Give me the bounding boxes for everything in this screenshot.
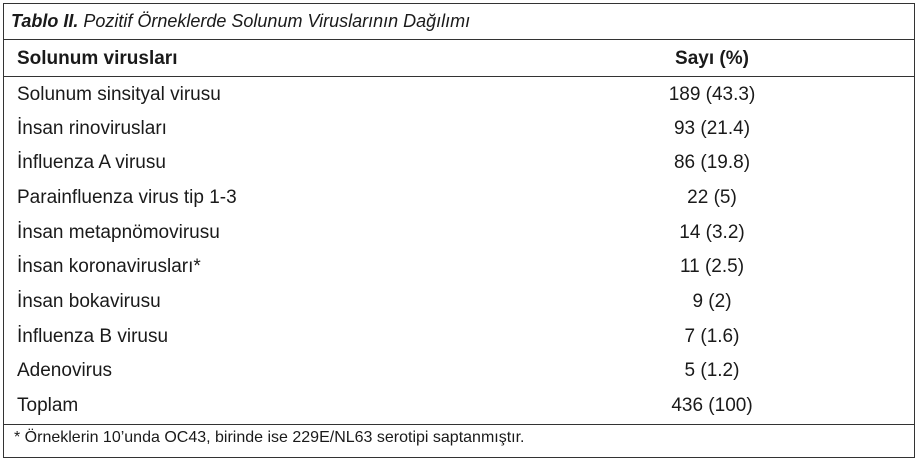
table-row [3, 78, 915, 112]
row-virus: İnsan bokavirusu [17, 291, 161, 312]
row-virus: İnfluenza B virusu [17, 326, 169, 347]
row-count: 436 (100) [671, 395, 753, 416]
row-virus: İnfluenza A virusu [17, 152, 166, 173]
header-divider [3, 76, 915, 77]
header-virus: Solunum virusları [17, 48, 178, 69]
row-count: 5 (1.2) [684, 360, 740, 381]
row-count: 7 (1.6) [684, 326, 740, 347]
header-row [3, 42, 915, 76]
table-caption [11, 11, 470, 32]
caption-divider [3, 39, 915, 40]
footer-divider [3, 424, 915, 425]
table-caption-text: Pozitif Örneklerde Solunum Viruslarının Dağılımı [78, 11, 471, 31]
row-count: 86 (19.8) [673, 152, 751, 173]
row-virus: İnsan rinovirusları [17, 118, 167, 139]
row-count: 22 (5) [687, 187, 737, 208]
header-count: Sayı (%) [675, 48, 749, 69]
row-count: 93 (21.4) [673, 118, 751, 139]
row-count: 11 (2.5) [679, 256, 745, 277]
row-count: 14 (3.2) [679, 222, 745, 243]
table-row-total [3, 389, 915, 423]
row-virus: İnsan metapnömovirusu [17, 222, 220, 243]
row-virus: Toplam [17, 395, 79, 416]
row-virus: Parainfluenza virus tip 1-3 [17, 187, 237, 208]
table-row [3, 285, 915, 319]
table-row [3, 146, 915, 180]
table-caption-label: Tablo II. [11, 11, 79, 31]
row-count: 189 (43.3) [668, 84, 756, 105]
row-virus: Adenovirus [17, 360, 113, 381]
table-row [3, 181, 915, 215]
table-row [3, 250, 915, 284]
row-count: 9 (2) [692, 291, 732, 312]
row-virus: Solunum sinsityal virusu [17, 84, 221, 105]
row-virus: İnsan koronavirusları* [17, 256, 201, 277]
table-row [3, 112, 915, 146]
table-row [3, 216, 915, 250]
table-footnote: * Örneklerin 10’unda OC43, birinde ise 229E/NL63 serotipi saptanmıştır. [14, 429, 525, 446]
table-row [3, 320, 915, 354]
table-row [3, 354, 915, 388]
